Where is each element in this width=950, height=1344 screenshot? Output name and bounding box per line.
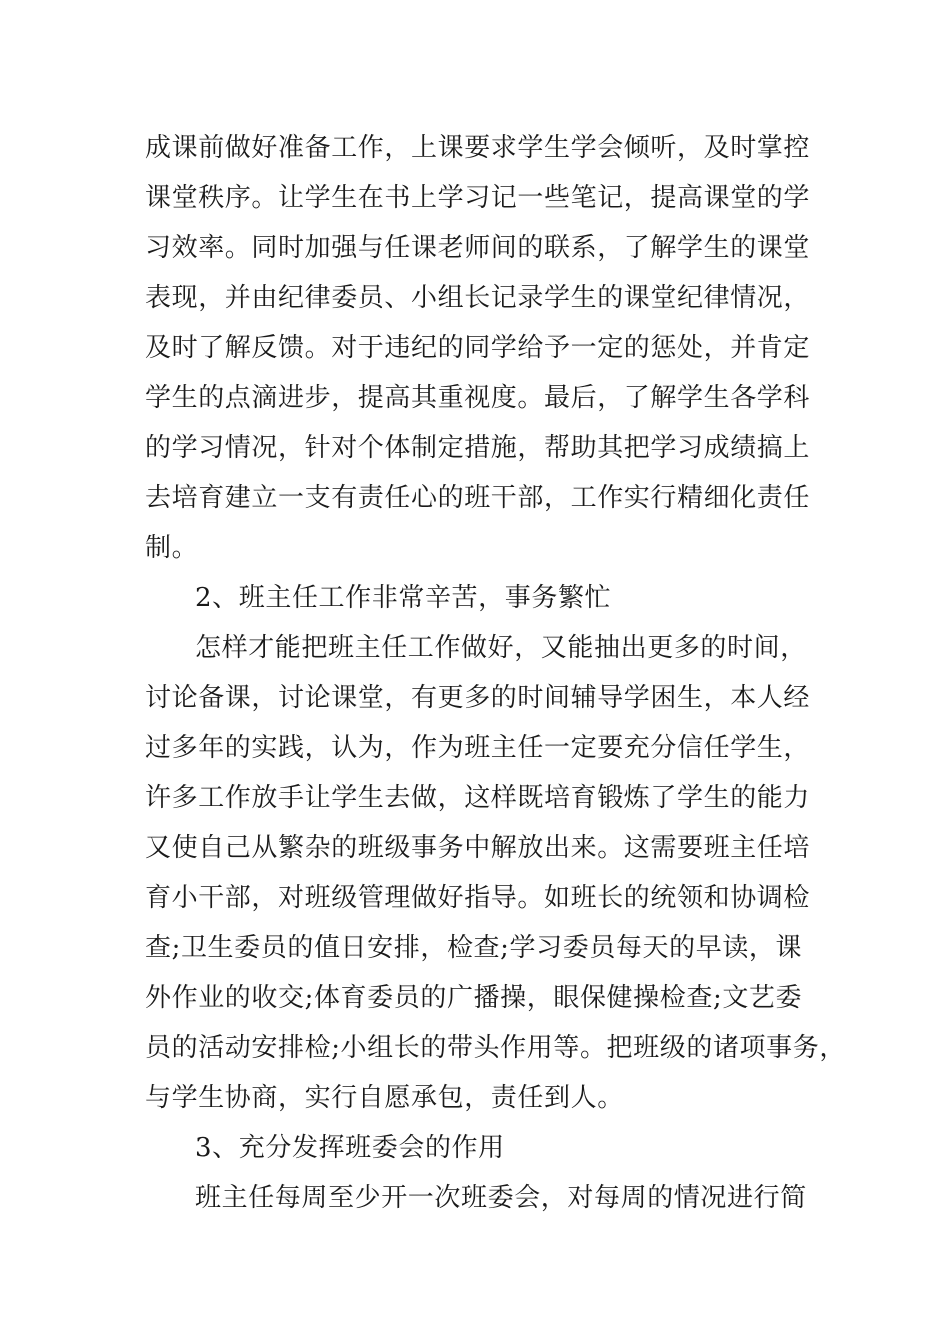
text-line: 课堂秩序。让学生在书上学习记一些笔记，提高课堂的学 [145, 183, 811, 213]
text-line: 许多工作放手让学生去做，这样既培育锻炼了学生的能力 [145, 783, 811, 813]
text-line: 的学习情况，针对个体制定措施，帮助其把学习成绩搞上 [145, 433, 811, 463]
text-line: 怎样才能把班主任工作做好，又能抽出更多的时间， [195, 633, 807, 663]
text-line: 与学生协商，实行自愿承包，责任到人。 [145, 1083, 624, 1113]
text-line: 育小干部，对班级管理做好指导。如班长的统领和协调检 [145, 883, 811, 913]
text-line: 成课前做好准备工作，上课要求学生学会倾听，及时掌控 [145, 133, 811, 163]
section-heading: 2、班主任工作非常辛苦，事务繁忙 [195, 583, 612, 613]
text-line: 班主任每周至少开一次班委会，对每周的情况进行简 [195, 1183, 807, 1213]
section-heading: 3、充分发挥班委会的作用 [195, 1133, 505, 1163]
text-line: 习效率。同时加强与任课老师间的联系，了解学生的课堂 [145, 233, 811, 263]
text-line: 去培育建立一支有责任心的班干部，工作实行精细化责任 [145, 483, 811, 513]
text-line: 外作业的收交;体育委员的广播操，眼保健操检查;文艺委 [145, 983, 803, 1013]
text-line: 及时了解反馈。对于违纪的同学给予一定的惩处，并肯定 [145, 333, 811, 363]
text-line: 讨论备课，讨论课堂，有更多的时间辅导学困生，本人经 [145, 683, 811, 713]
text-line: 员的活动安排检;小组长的带头作用等。把班级的诸项事务， [145, 1033, 846, 1063]
text-line: 制。 [145, 533, 199, 563]
text-line: 查;卫生委员的值日安排，检查;学习委员每天的早读，课 [145, 933, 803, 963]
text-line: 学生的点滴进步，提高其重视度。最后，了解学生各学科 [145, 383, 811, 413]
text-line: 又使自己从繁杂的班级事务中解放出来。这需要班主任培 [145, 833, 811, 863]
text-line: 过多年的实践，认为，作为班主任一定要充分信任学生， [145, 733, 811, 763]
text-line: 表现，并由纪律委员、小组长记录学生的课堂纪律情况， [145, 283, 811, 313]
